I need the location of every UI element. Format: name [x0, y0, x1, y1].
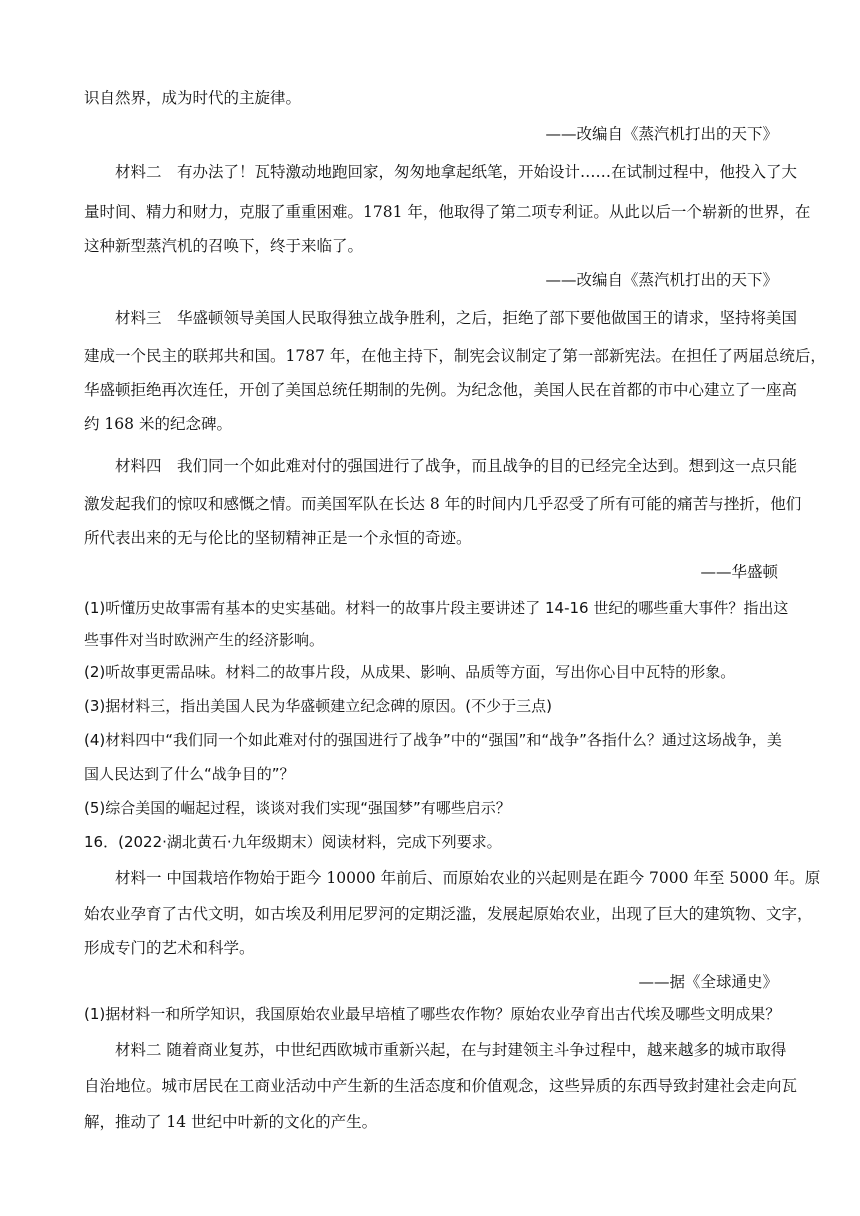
question-2: (2)听故事更需品味。材料二的故事片段，从成果、影响、品质等方面，写出你心目中瓦特的形象。 — [84, 663, 736, 681]
question-3: (3)据材料三，指出美国人民为华盛顿建立纪念碑的原因。(不少于三点) — [84, 697, 552, 715]
material-2-text: 材料二 有办法了！瓦特激动地跑回家，匆匆地拿起纸笔，开始设计……在试制过程中，他投入了大 — [115, 163, 798, 181]
text-line: 些事件对当时欧洲产生的经济影响。 — [84, 631, 325, 649]
text-line: 这种新型蒸汽机的召唤下，终于来临了。 — [84, 237, 364, 255]
source-citation: ——改编自《蒸汽机打出的天下》 — [545, 271, 778, 289]
text-line: 解，推动了 14 世纪中叶新的文化的产生。 — [84, 1113, 378, 1131]
material-3-text: 材料三 华盛顿领导美国人民取得独立战争胜利，之后，拒绝了部下要他做国王的请求，坚持将美国 — [115, 309, 798, 327]
text-line: 量时间、精力和财力，克服了重重困难。1781 年，他取得了第二项专利证。从此以后一个崭新的世界，在 — [84, 203, 811, 221]
text-line: 自治地位。城市居民在工商业活动中产生新的生活态度和价值观念，这些异质的东西导致封建社会走向瓦 — [84, 1077, 798, 1095]
text-line: 所代表出来的无与伦比的坚韧精神正是一个永恒的奇迹。 — [84, 529, 472, 547]
text-line: 国人民达到了什么“战争目的”？ — [84, 765, 295, 783]
text-line: 激发起我们的惊叹和感慨之情。而美国军队在长达 8 年的时间内几乎忍受了所有可能的痛苦与挫折，他们 — [84, 495, 802, 513]
material-4-text: 材料四 我们同一个如此难对付的强国进行了战争，而且战争的目的已经完全达到。想到这一点只能 — [115, 457, 798, 475]
question-16-1: (1)据材料一和所学知识，我国原始农业最早培植了哪些农作物？原始农业孕育出古代埃及哪些文明成果？ — [84, 1005, 781, 1023]
text-line: 形成专门的艺术和科学。 — [84, 939, 255, 957]
material-1-text: 材料一 中国栽培作物始于距今 10000 年前后、而原始农业的兴起则是在距今 7000 年至 5000 年。原 — [115, 869, 821, 887]
text-line: 始农业孕育了古代文明，如古埃及利用尼罗河的定期泛滥，发展起原始农业，出现了巨大的建筑物、文字， — [84, 905, 813, 923]
source-citation: ——改编自《蒸汽机打出的天下》 — [545, 125, 778, 143]
problem-16-heading: 16．(2022·湖北黄石·九年级期末）阅读材料，完成下列要求。 — [84, 833, 502, 851]
text-line: 建成一个民主的联邦共和国。1787 年，在他主持下，制宪会议制定了第一部新宪法。在担任了两届总统后， — [84, 347, 826, 365]
text-line: 华盛顿拒绝再次连任，开创了美国总统任期制的先例。为纪念他，美国人民在首都的市中心建立了一座高 — [84, 381, 798, 399]
material-2-text: 材料二 随着商业复苏，中世纪西欧城市重新兴起，在与封建领主斗争过程中，越来越多的城市取得 — [115, 1041, 787, 1059]
source-citation: ——据《全球通史》 — [638, 973, 778, 991]
question-5: (5)综合美国的崛起过程，谈谈对我们实现“强国梦”有哪些启示？ — [84, 799, 511, 817]
source-citation: ——华盛顿 — [700, 563, 778, 581]
question-4: (4)材料四中“我们同一个如此难对付的强国进行了战争”中的“强国”和“战争”各指什么？通过这场战争，美 — [84, 731, 782, 749]
text-line: 约 168 米的纪念碑。 — [84, 415, 232, 433]
text-line: 识自然界，成为时代的主旋律。 — [84, 89, 302, 107]
question-1: (1)听懂历史故事需有基本的史实基础。材料一的故事片段主要讲述了 14-16 世纪的哪些重大事件？指出这 — [84, 599, 789, 617]
